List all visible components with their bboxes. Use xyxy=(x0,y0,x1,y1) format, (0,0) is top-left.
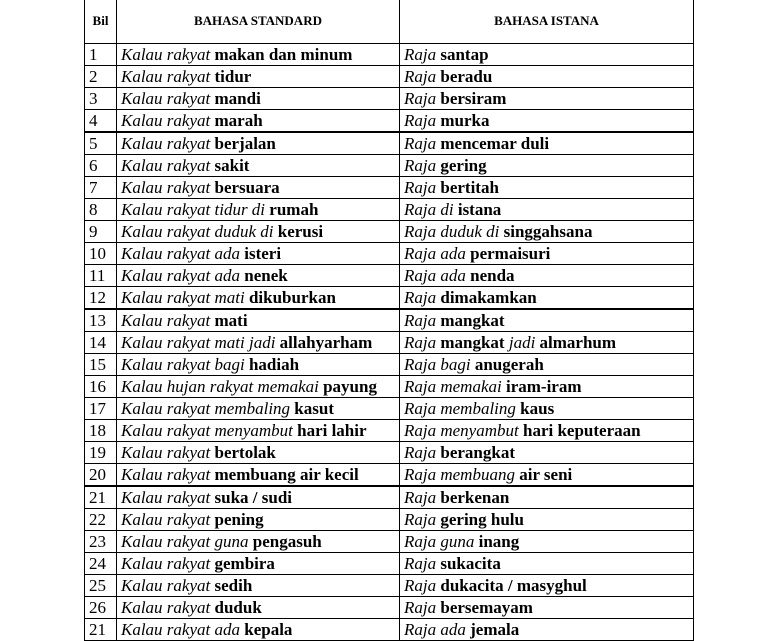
row-number: 21 xyxy=(85,486,117,509)
istana-prefix: Raja xyxy=(404,110,437,130)
istana-word: jemala xyxy=(470,619,520,639)
istana-word: bertitah xyxy=(440,177,499,197)
standard-cell xyxy=(117,243,400,265)
table-row xyxy=(85,66,694,88)
row-number: 9 xyxy=(85,221,117,243)
istana-cell xyxy=(400,376,694,398)
header-standard: BAHASA STANDARD xyxy=(117,0,400,44)
standard-word: dikuburkan xyxy=(248,287,336,307)
istana-prefix: Raja bagi xyxy=(404,354,471,374)
row-number: 15 xyxy=(85,354,117,376)
standard-prefix: Kalau rakyat tidur di xyxy=(121,199,266,219)
istana-word: murka xyxy=(440,110,490,130)
istana-cell xyxy=(400,243,694,265)
istana-prefix: Raja xyxy=(404,487,437,507)
istana-cell xyxy=(400,221,694,243)
table-row xyxy=(85,199,694,221)
istana-word: permaisuri xyxy=(470,243,551,263)
header-bil: Bil xyxy=(85,0,117,44)
istana-prefix: Raja xyxy=(404,509,437,529)
istana-word: mencemar duli xyxy=(440,133,550,153)
row-number: 14 xyxy=(85,332,117,354)
istana-prefix: Raja memakai xyxy=(404,376,502,396)
standard-word: bertolak xyxy=(214,442,276,462)
table-row xyxy=(85,464,694,487)
istana-word: nenda xyxy=(470,265,515,285)
istana-cell xyxy=(400,265,694,287)
istana-prefix: Raja xyxy=(404,287,437,307)
standard-cell xyxy=(117,309,400,332)
row-number: 20 xyxy=(85,464,117,487)
standard-word: kerusi xyxy=(277,221,324,241)
table-row xyxy=(85,132,694,155)
istana-prefix: Raja xyxy=(404,575,437,595)
istana-prefix: Raja ada xyxy=(404,619,466,639)
standard-prefix: Kalau rakyat bagi xyxy=(121,354,245,374)
row-number: 17 xyxy=(85,398,117,420)
istana-word: bersemayam xyxy=(440,597,533,617)
table-row xyxy=(85,420,694,442)
row-number: 5 xyxy=(85,132,117,155)
istana-cell xyxy=(400,354,694,376)
standard-word: marah xyxy=(214,110,263,130)
standard-cell xyxy=(117,442,400,464)
istana-prefix: Raja guna xyxy=(404,531,475,551)
standard-cell xyxy=(117,376,400,398)
header-row xyxy=(85,0,694,44)
istana-cell xyxy=(400,553,694,575)
table-row xyxy=(85,332,694,354)
istana-cell xyxy=(400,531,694,553)
standard-cell xyxy=(117,155,400,177)
standard-word: hadiah xyxy=(248,354,300,374)
row-number: 8 xyxy=(85,199,117,221)
istana-cell xyxy=(400,110,694,133)
istana-cell xyxy=(400,132,694,155)
istana-word: berkenan xyxy=(440,487,510,507)
table-row xyxy=(85,354,694,376)
standard-cell xyxy=(117,332,400,354)
istana-cell xyxy=(400,88,694,110)
standard-prefix: Kalau rakyat ada xyxy=(121,619,240,639)
istana-word: iram-iram xyxy=(505,376,582,396)
standard-cell xyxy=(117,66,400,88)
istana-prefix: jadi xyxy=(508,332,536,352)
table-row xyxy=(85,243,694,265)
istana-prefix: Raja xyxy=(404,597,437,617)
row-number: 12 xyxy=(85,287,117,310)
standard-cell xyxy=(117,287,400,310)
standard-prefix: Kalau rakyat xyxy=(121,553,211,573)
istana-word: istana xyxy=(457,199,502,219)
istana-word: santap xyxy=(440,44,489,64)
standard-word: mandi xyxy=(214,88,261,108)
row-number: 26 xyxy=(85,597,117,619)
table-row xyxy=(85,221,694,243)
istana-word: gering hulu xyxy=(440,509,524,529)
standard-cell xyxy=(117,420,400,442)
istana-prefix: Raja xyxy=(404,332,437,352)
istana-prefix: Raja menyambut xyxy=(404,420,519,440)
row-number: 2 xyxy=(85,66,117,88)
istana-cell xyxy=(400,44,694,66)
istana-prefix: Raja membaling xyxy=(404,398,516,418)
istana-word: gering xyxy=(440,155,487,175)
row-number: 3 xyxy=(85,88,117,110)
standard-word: berjalan xyxy=(214,133,276,153)
istana-word: beradu xyxy=(440,66,493,86)
standard-word: pengasuh xyxy=(252,531,322,551)
istana-cell xyxy=(400,442,694,464)
table-row xyxy=(85,309,694,332)
standard-prefix: Kalau rakyat xyxy=(121,464,211,484)
istana-prefix: Raja di xyxy=(404,199,454,219)
istana-prefix: Raja xyxy=(404,553,437,573)
istana-prefix: Raja xyxy=(404,44,437,64)
table-row xyxy=(85,398,694,420)
istana-cell xyxy=(400,509,694,531)
table-row xyxy=(85,553,694,575)
istana-cell xyxy=(400,332,694,354)
standard-prefix: Kalau rakyat ada xyxy=(121,265,240,285)
istana-cell xyxy=(400,199,694,221)
istana-prefix: Raja xyxy=(404,177,437,197)
standard-word: hari lahir xyxy=(297,420,367,440)
istana-cell xyxy=(400,155,694,177)
standard-cell xyxy=(117,110,400,133)
table-row xyxy=(85,376,694,398)
standard-prefix: Kalau rakyat xyxy=(121,509,211,529)
standard-word: sedih xyxy=(214,575,253,595)
standard-prefix: Kalau rakyat xyxy=(121,597,211,617)
standard-word: kasut xyxy=(294,398,334,418)
standard-cell xyxy=(117,88,400,110)
standard-word: rumah xyxy=(269,199,319,219)
table-row xyxy=(85,509,694,531)
row-number: 22 xyxy=(85,509,117,531)
standard-prefix: Kalau hujan rakyat memakai xyxy=(121,376,319,396)
table-row xyxy=(85,88,694,110)
standard-word: duduk xyxy=(214,597,262,617)
standard-prefix: Kalau rakyat xyxy=(121,487,211,507)
istana-word: kaus xyxy=(520,398,555,418)
row-number: 4 xyxy=(85,110,117,133)
standard-prefix: Kalau rakyat membaling xyxy=(121,398,291,418)
standard-cell xyxy=(117,464,400,487)
standard-prefix: Kalau rakyat ada xyxy=(121,243,240,263)
istana-word: dukacita / masyghul xyxy=(440,575,587,595)
table-row xyxy=(85,265,694,287)
row-number: 16 xyxy=(85,376,117,398)
standard-word: bersuara xyxy=(214,177,280,197)
standard-word: tidur xyxy=(214,66,252,86)
header-istana: BAHASA ISTANA xyxy=(400,0,694,44)
standard-cell xyxy=(117,177,400,199)
standard-cell xyxy=(117,132,400,155)
standard-word: kepala xyxy=(244,619,293,639)
istana-word: sukacita xyxy=(440,553,501,573)
table-row xyxy=(85,597,694,619)
istana-cell xyxy=(400,177,694,199)
standard-cell xyxy=(117,44,400,66)
table-row xyxy=(85,110,694,133)
istana-word: inang xyxy=(478,531,520,551)
table-row xyxy=(85,442,694,464)
istana-cell xyxy=(400,486,694,509)
istana-word: berangkat xyxy=(440,442,515,462)
standard-word: nenek xyxy=(244,265,288,285)
standard-prefix: Kalau rakyat menyambut xyxy=(121,420,293,440)
istana-word: mangkat xyxy=(440,310,505,330)
standard-word: pening xyxy=(214,509,264,529)
standard-cell xyxy=(117,509,400,531)
istana-cell xyxy=(400,309,694,332)
standard-cell xyxy=(117,553,400,575)
istana-cell xyxy=(400,464,694,487)
istana-prefix: Raja xyxy=(404,310,437,330)
istana-word: air seni xyxy=(519,464,573,484)
standard-prefix: Kalau rakyat duduk di xyxy=(121,221,274,241)
istana-prefix: Raja xyxy=(404,442,437,462)
istana-prefix: Raja duduk di xyxy=(404,221,500,241)
table-row xyxy=(85,486,694,509)
standard-cell xyxy=(117,265,400,287)
standard-prefix: Kalau rakyat xyxy=(121,575,211,595)
istana-word: anugerah xyxy=(474,354,544,374)
row-number: 1 xyxy=(85,44,117,66)
row-number: 19 xyxy=(85,442,117,464)
standard-prefix: Kalau rakyat xyxy=(121,44,211,64)
standard-word: payung xyxy=(323,376,377,396)
row-number: 11 xyxy=(85,265,117,287)
standard-word: membuang air kecil xyxy=(214,464,359,484)
standard-word: mati xyxy=(214,310,248,330)
standard-prefix: Kalau rakyat xyxy=(121,110,211,130)
istana-prefix: Raja ada xyxy=(404,243,466,263)
standard-prefix: Kalau rakyat xyxy=(121,66,211,86)
table-row xyxy=(85,44,694,66)
standard-cell xyxy=(117,221,400,243)
row-number: 13 xyxy=(85,309,117,332)
standard-prefix: Kalau rakyat mati xyxy=(121,287,245,307)
standard-prefix: Kalau rakyat xyxy=(121,133,211,153)
istana-cell xyxy=(400,597,694,619)
istana-word: singgahsana xyxy=(503,221,593,241)
istana-word: almarhum xyxy=(539,332,617,352)
row-number: 6 xyxy=(85,155,117,177)
row-number: 23 xyxy=(85,531,117,553)
standard-cell xyxy=(117,486,400,509)
standard-prefix: Kalau rakyat xyxy=(121,155,211,175)
standard-cell xyxy=(117,575,400,597)
istana-prefix: Raja xyxy=(404,88,437,108)
table-row xyxy=(85,177,694,199)
standard-prefix: Kalau rakyat xyxy=(121,88,211,108)
istana-word: dimakamkan xyxy=(440,287,537,307)
istana-cell xyxy=(400,398,694,420)
standard-prefix: Kalau rakyat xyxy=(121,310,211,330)
istana-prefix: Raja membuang xyxy=(404,464,515,484)
standard-word: allahyarham xyxy=(279,332,373,352)
standard-word: isteri xyxy=(244,243,282,263)
standard-cell xyxy=(117,531,400,553)
standard-prefix: Kalau rakyat mati jadi xyxy=(121,332,276,352)
row-number: 7 xyxy=(85,177,117,199)
table-row xyxy=(85,531,694,553)
istana-prefix: Raja xyxy=(404,66,437,86)
comparison-table xyxy=(84,0,694,641)
istana-prefix: Raja xyxy=(404,133,437,153)
standard-cell xyxy=(117,597,400,619)
istana-cell xyxy=(400,420,694,442)
table-row xyxy=(85,287,694,310)
row-number: 18 xyxy=(85,420,117,442)
row-number: 10 xyxy=(85,243,117,265)
standard-word: gembira xyxy=(214,553,275,573)
standard-word: suka / sudi xyxy=(214,487,292,507)
istana-prefix: Raja xyxy=(404,155,437,175)
istana-prefix: Raja ada xyxy=(404,265,466,285)
standard-prefix: Kalau rakyat xyxy=(121,442,211,462)
istana-word: mangkat xyxy=(440,332,505,352)
istana-word: bersiram xyxy=(440,88,507,108)
standard-cell xyxy=(117,199,400,221)
istana-cell xyxy=(400,575,694,597)
table-row xyxy=(85,575,694,597)
istana-cell xyxy=(400,66,694,88)
standard-word: sakit xyxy=(214,155,250,175)
row-number: 25 xyxy=(85,575,117,597)
row-number: 21 xyxy=(85,619,117,641)
standard-prefix: Kalau rakyat guna xyxy=(121,531,249,551)
standard-cell xyxy=(117,354,400,376)
istana-cell xyxy=(400,287,694,310)
table-row xyxy=(85,155,694,177)
row-number: 24 xyxy=(85,553,117,575)
istana-word: hari keputeraan xyxy=(522,420,641,440)
standard-cell xyxy=(117,398,400,420)
standard-word: makan dan minum xyxy=(214,44,353,64)
standard-prefix: Kalau rakyat xyxy=(121,177,211,197)
